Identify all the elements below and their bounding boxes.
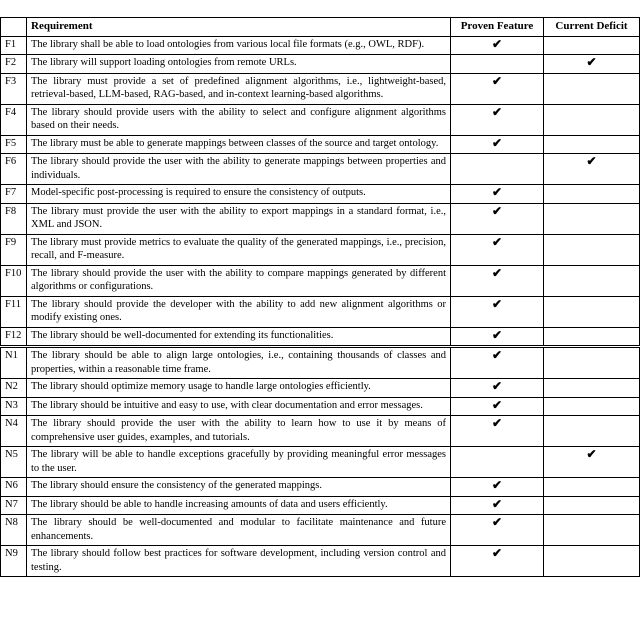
requirement-text: Model-specific post-processing is required to ensure the consistency of outputs. — [27, 185, 451, 204]
proven-feature-cell — [451, 135, 544, 154]
header-row — [1, 18, 640, 37]
table-row — [1, 478, 640, 497]
proven-feature-cell — [451, 327, 544, 347]
requirement-text: The library should be well-documented and modular to facilitate maintenance and future enhancements. — [27, 515, 451, 546]
current-deficit-cell — [544, 55, 640, 74]
proven-feature-cell — [451, 36, 544, 55]
proven-feature-cell — [451, 185, 544, 204]
checkmark-icon: ✔ — [491, 478, 503, 492]
requirement-text: The library will be able to handle exceptions gracefully by providing meaningful error messages to the user. — [27, 447, 451, 478]
requirement-text: The library must provide metrics to evaluate the quality of the generated mappings, i.e., precision, recall, and F-measure. — [27, 234, 451, 265]
requirement-text: The library should optimize memory usage to handle large ontologies efficiently. — [27, 379, 451, 398]
table-row — [1, 234, 640, 265]
table-row — [1, 397, 640, 416]
table-row — [1, 296, 640, 327]
requirement-id: N8 — [1, 515, 27, 546]
table-row — [1, 265, 640, 296]
proven-feature-cell — [451, 104, 544, 135]
proven-feature-cell — [451, 447, 544, 478]
current-deficit-cell — [544, 496, 640, 515]
table-row — [1, 515, 640, 546]
table-row — [1, 135, 640, 154]
current-deficit-cell — [544, 546, 640, 577]
table-row — [1, 36, 640, 55]
current-deficit-cell — [544, 296, 640, 327]
requirement-id: N1 — [1, 347, 27, 379]
requirement-text: The library should provide the user with the ability to learn how to use it by means of comprehensive user guides, examples, and tutorials. — [27, 416, 451, 447]
requirement-id: F6 — [1, 154, 27, 185]
checkmark-icon: ✔ — [491, 234, 503, 249]
proven-feature-cell — [451, 296, 544, 327]
table-row — [1, 379, 640, 398]
current-deficit-cell — [544, 515, 640, 546]
current-deficit-cell — [544, 447, 640, 478]
requirements-table — [0, 17, 640, 577]
table-body — [1, 36, 640, 577]
checkmark-icon: ✔ — [586, 447, 597, 461]
requirement-id: N4 — [1, 416, 27, 447]
proven-feature-cell — [451, 203, 544, 234]
requirement-id: F5 — [1, 135, 27, 154]
proven-feature-cell — [451, 154, 544, 185]
column-header-requirement: Requirement — [27, 18, 451, 37]
proven-feature-cell — [451, 234, 544, 265]
checkmark-icon: ✔ — [491, 296, 503, 311]
requirement-text: The library should be intuitive and easy to use, with clear documentation and error messages. — [27, 397, 451, 416]
current-deficit-cell — [544, 73, 640, 104]
requirement-text: The library should provide the user with the ability to compare mappings generated by different algorithms or configurations. — [27, 265, 451, 296]
checkmark-icon: ✔ — [586, 55, 597, 69]
requirement-text: The library will support loading ontologies from remote URLs. — [27, 55, 451, 74]
requirement-text: The library should ensure the consistency of the generated mappings. — [27, 478, 451, 497]
requirement-id: F12 — [1, 327, 27, 347]
requirement-id: F9 — [1, 234, 27, 265]
proven-feature-cell — [451, 265, 544, 296]
requirement-text: The library should provide the developer with the ability to add new alignment algorithms or modify existing ones. — [27, 296, 451, 327]
requirement-text: The library should be able to handle increasing amounts of data and users efficiently. — [27, 496, 451, 515]
requirement-id: F11 — [1, 296, 27, 327]
requirement-text: The library should provide the user with the ability to generate mappings between properties and individuals. — [27, 154, 451, 185]
table-row — [1, 416, 640, 447]
table-row — [1, 154, 640, 185]
requirement-text: The library should be well-documented for extending its functionalities. — [27, 327, 451, 347]
table-row — [1, 104, 640, 135]
requirement-id: N2 — [1, 379, 27, 398]
current-deficit-cell — [544, 36, 640, 55]
table-row — [1, 447, 640, 478]
checkmark-icon: ✔ — [491, 327, 503, 342]
current-deficit-cell — [544, 135, 640, 154]
requirement-id: F8 — [1, 203, 27, 234]
requirement-text: The library must provide a set of predefined alignment algorithms, i.e., lightweight-based, retrieval-based, LLM-based, RAG-based, and in-context learning-based algorithms. — [27, 73, 451, 104]
requirement-text: The library shall be able to load ontologies from various local file formats (e.g., OWL, RDF). — [27, 36, 451, 55]
proven-feature-cell — [451, 496, 544, 515]
current-deficit-cell — [544, 397, 640, 416]
table-row — [1, 203, 640, 234]
table-row — [1, 347, 640, 379]
column-header-current-deficit: Current Deficit — [544, 18, 640, 37]
proven-feature-cell — [451, 416, 544, 447]
requirement-id: N6 — [1, 478, 27, 497]
current-deficit-cell — [544, 265, 640, 296]
requirement-text: The library must be able to generate mappings between classes of the source and target ontology. — [27, 135, 451, 154]
table-row — [1, 327, 640, 347]
current-deficit-cell — [544, 478, 640, 497]
checkmark-icon: ✔ — [491, 416, 503, 430]
checkmark-icon: ✔ — [491, 515, 503, 529]
requirement-id: N9 — [1, 546, 27, 577]
checkmark-icon: ✔ — [491, 379, 503, 393]
table-row — [1, 73, 640, 104]
current-deficit-cell — [544, 416, 640, 447]
proven-feature-cell — [451, 478, 544, 497]
checkmark-icon: ✔ — [491, 348, 503, 362]
current-deficit-cell — [544, 185, 640, 204]
proven-feature-cell — [451, 73, 544, 104]
table-row — [1, 496, 640, 515]
proven-feature-cell — [451, 515, 544, 546]
requirement-text: The library should be able to align large ontologies, i.e., containing thousands of classes and properties, within a reasonable time frame. — [27, 347, 451, 379]
requirement-id: F10 — [1, 265, 27, 296]
checkmark-icon: ✔ — [491, 73, 503, 88]
proven-feature-cell — [451, 546, 544, 577]
requirement-text: The library must provide the user with the ability to export mappings in a standard format, i.e., XML and JSON. — [27, 203, 451, 234]
requirement-id: N5 — [1, 447, 27, 478]
checkmark-icon: ✔ — [491, 185, 503, 199]
checkmark-icon: ✔ — [491, 546, 503, 560]
requirement-text: The library should follow best practices for software development, including version control and testing. — [27, 546, 451, 577]
checkmark-icon: ✔ — [491, 397, 503, 412]
current-deficit-cell — [544, 104, 640, 135]
checkmark-icon: ✔ — [491, 104, 503, 119]
current-deficit-cell — [544, 327, 640, 347]
column-header-proven-feature: Proven Feature — [451, 18, 544, 37]
current-deficit-cell — [544, 234, 640, 265]
table-row — [1, 185, 640, 204]
proven-feature-cell — [451, 55, 544, 74]
current-deficit-cell — [544, 154, 640, 185]
requirement-id: F7 — [1, 185, 27, 204]
column-header-id — [1, 18, 27, 37]
requirement-id: F4 — [1, 104, 27, 135]
checkmark-icon: ✔ — [491, 36, 503, 51]
table-row — [1, 55, 640, 74]
checkmark-icon: ✔ — [586, 154, 597, 168]
current-deficit-cell — [544, 379, 640, 398]
requirement-id: F1 — [1, 36, 27, 55]
checkmark-icon: ✔ — [491, 496, 503, 511]
requirement-text: The library should provide users with the ability to select and configure alignment algorithms based on their needs. — [27, 104, 451, 135]
requirement-id: F2 — [1, 55, 27, 74]
table-row — [1, 546, 640, 577]
proven-feature-cell — [451, 397, 544, 416]
requirement-id: N7 — [1, 496, 27, 515]
requirement-id: N3 — [1, 397, 27, 416]
proven-feature-cell — [451, 347, 544, 379]
requirement-id: F3 — [1, 73, 27, 104]
proven-feature-cell — [451, 379, 544, 398]
checkmark-icon: ✔ — [491, 135, 503, 150]
checkmark-icon: ✔ — [491, 203, 503, 218]
checkmark-icon: ✔ — [491, 265, 503, 280]
current-deficit-cell — [544, 347, 640, 379]
current-deficit-cell — [544, 203, 640, 234]
